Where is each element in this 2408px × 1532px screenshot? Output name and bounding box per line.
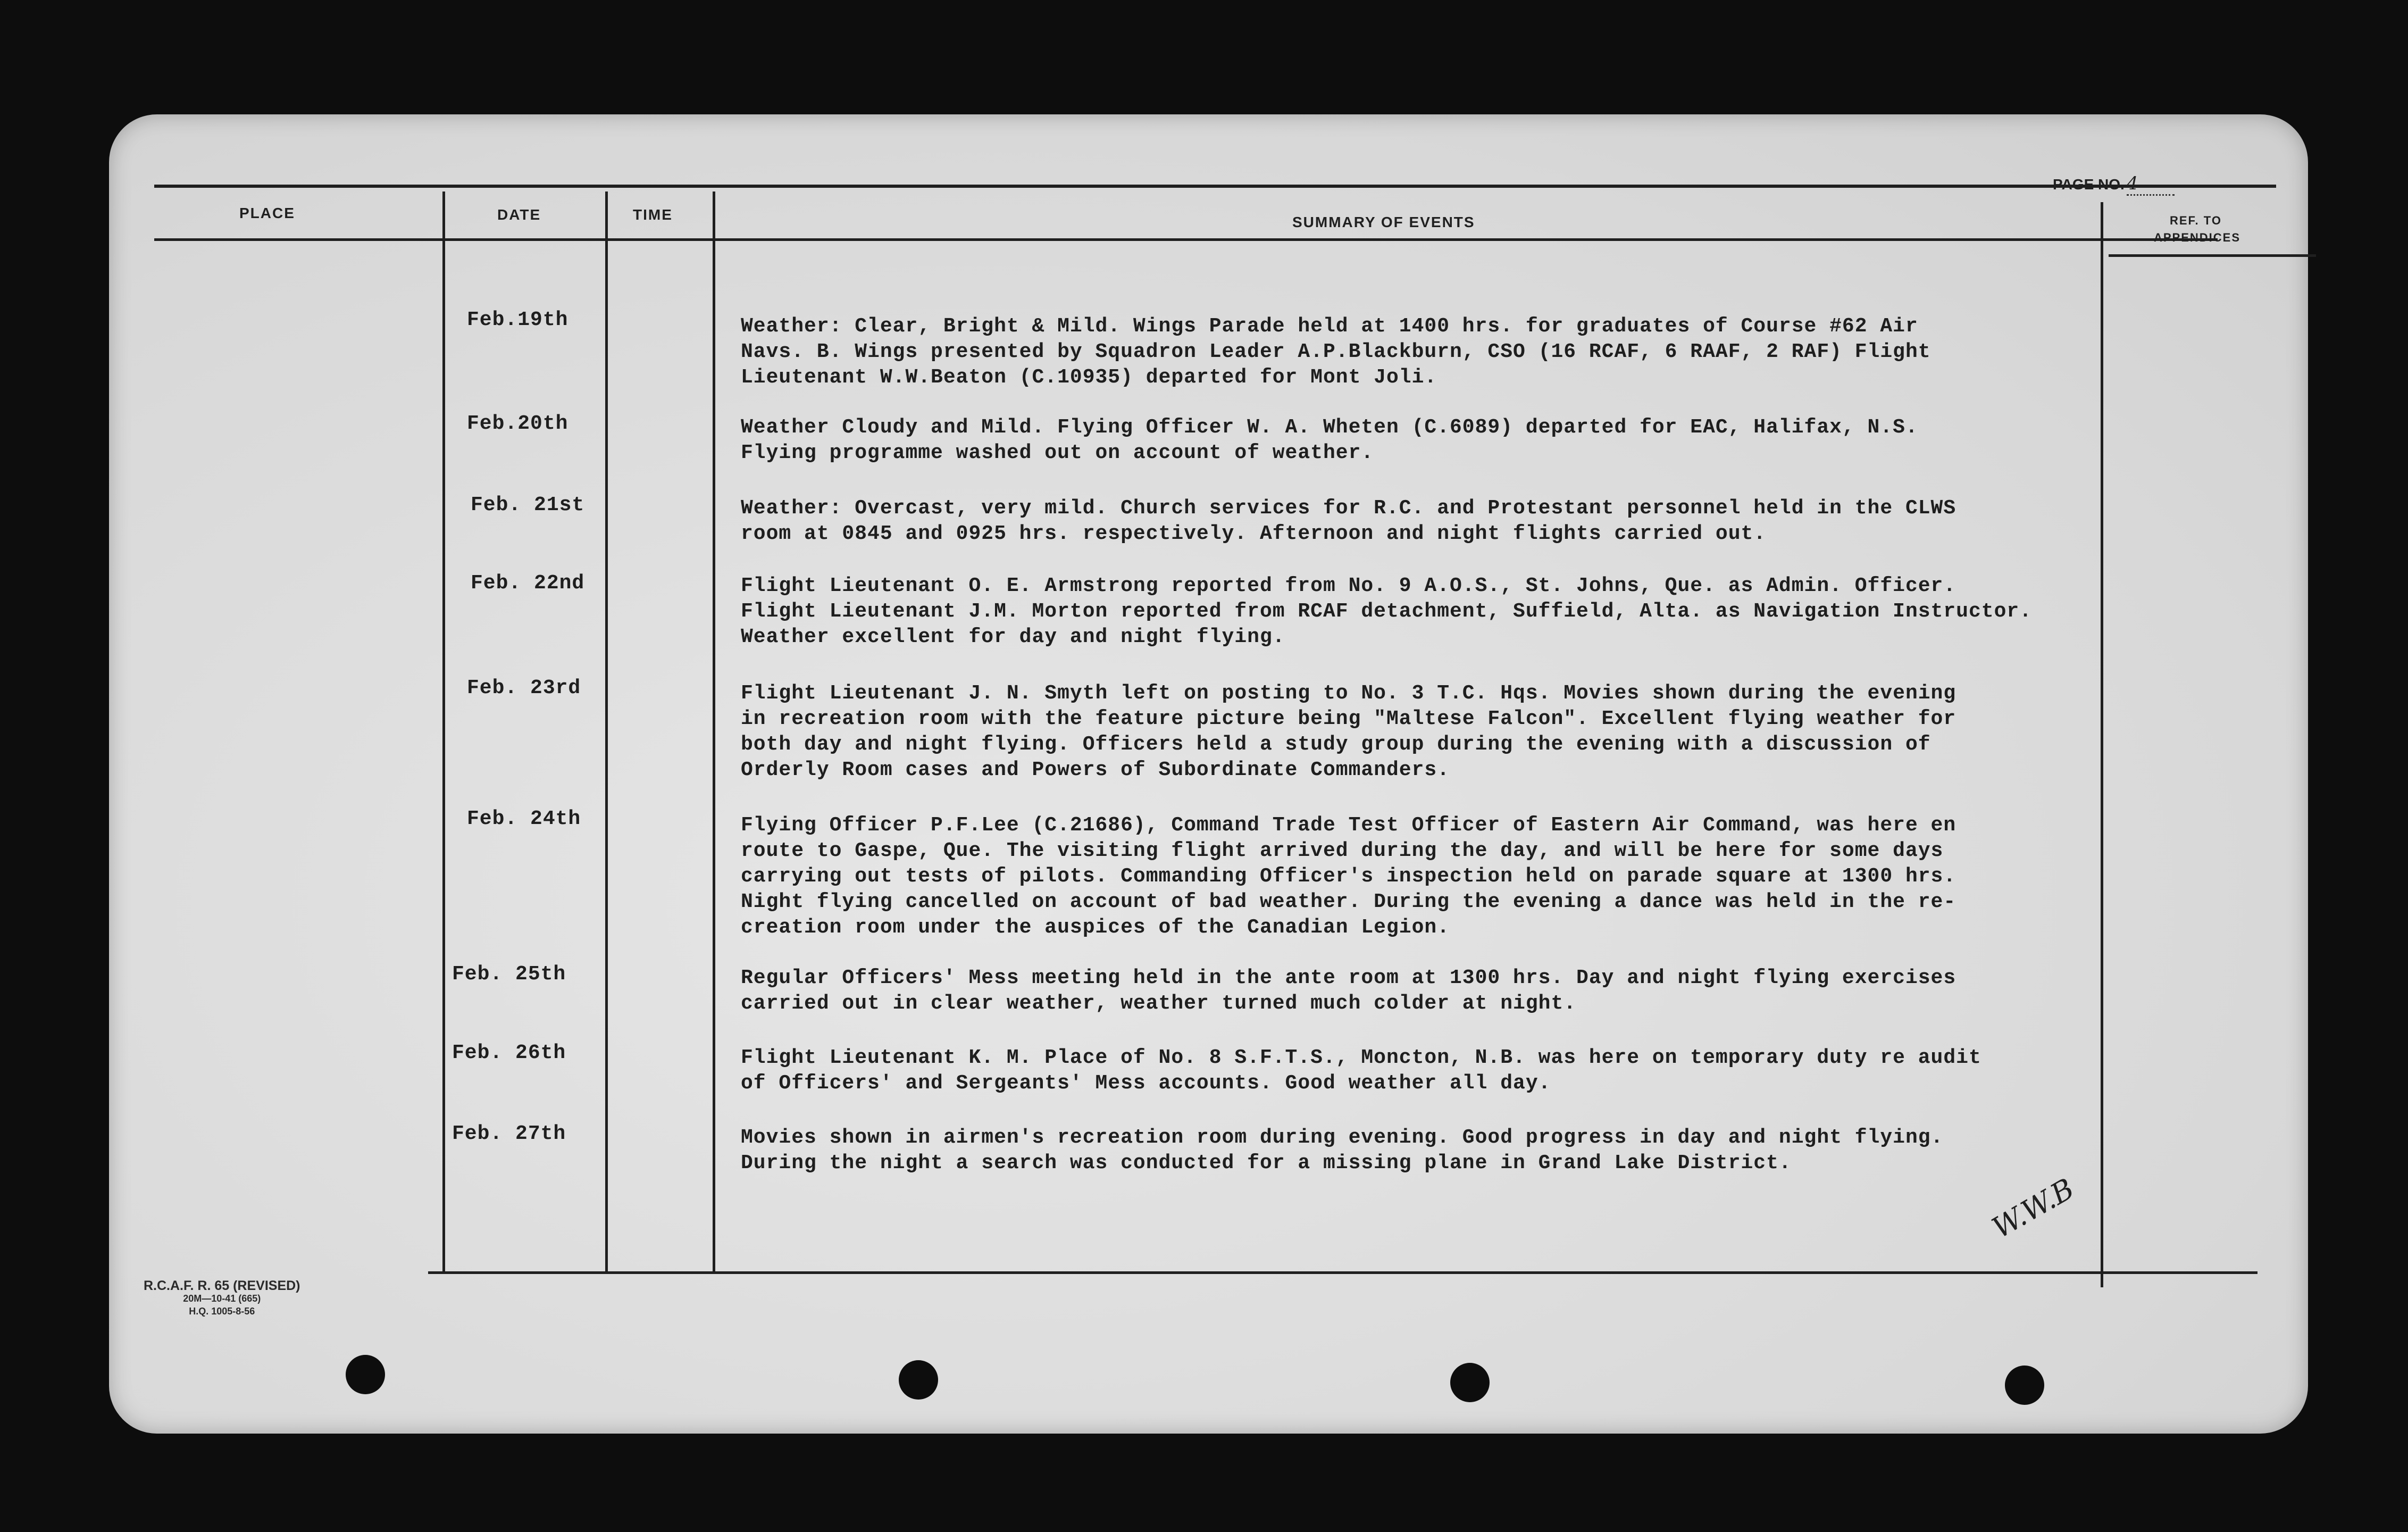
bottom-rule — [428, 1271, 2258, 1274]
summary-line: room at 0845 and 0925 hrs. respectively. Afternoon and night flights carried out. — [741, 522, 1767, 545]
page-number-value: 4 — [2127, 173, 2175, 196]
date-time-divider — [605, 192, 608, 1271]
punch-hole — [2005, 1366, 2044, 1405]
summary-line: Flight Lieutenant O. E. Armstrong reported from No. 9 A.O.S., St. Johns, Que. as Admin. Officer. — [741, 574, 1956, 597]
summary-line: Lieutenant W.W.Beaton (C.10935) departed for Mont Joli. — [741, 366, 1437, 389]
form-number — [144, 1279, 300, 1318]
entry-date: Feb. 25th — [452, 963, 566, 986]
entry-summary — [741, 314, 2102, 390]
punch-hole — [899, 1360, 938, 1400]
punch-hole — [346, 1355, 385, 1394]
form-number-line: R.C.A.F. R. 65 (REVISED) — [144, 1278, 300, 1293]
header-time: TIME — [633, 206, 673, 223]
header-date: DATE — [497, 206, 541, 223]
form-number-line: H.Q. 1005-8-56 — [189, 1306, 255, 1317]
entry-date: Feb. 22nd — [471, 572, 585, 595]
entry-date: Feb. 27th — [452, 1122, 566, 1145]
summary-line: Flight Lieutenant K. M. Place of No. 8 S.F.T.S., Moncton, N.B. was here on temporary duty re audit — [741, 1046, 1981, 1069]
entry-summary — [741, 681, 2102, 783]
handwritten-initials: W.W.B — [1986, 1171, 2080, 1245]
summary-line: route to Gaspe, Que. The visiting flight arrived during the day, and will be here for some days — [741, 839, 1944, 862]
summary-line: both day and night flying. Officers held a study group during the evening with a discussion of — [741, 733, 1931, 756]
summary-line: Orderly Room cases and Powers of Subordinate Commanders. — [741, 759, 1450, 781]
entry-summary — [741, 415, 2102, 466]
header-bottom-rule — [154, 238, 2218, 241]
summary-line: carried out in clear weather, weather turned much colder at night. — [741, 992, 1577, 1015]
top-rule — [154, 185, 2276, 188]
entry-date: Feb. 23rd — [467, 677, 581, 700]
time-summary-divider — [713, 192, 715, 1271]
summary-line: Weather Cloudy and Mild. Flying Officer W. A. Wheten (C.6089) departed for EAC, Halifax, N.S. — [741, 416, 1918, 439]
summary-line: creation room under the auspices of the Canadian Legion. — [741, 916, 1450, 939]
summary-line: Night flying cancelled on account of bad weather. During the evening a dance was held in the re- — [741, 890, 1956, 913]
header-ref-to: REF. TO — [2170, 214, 2222, 227]
entry-date: Feb.19th — [467, 309, 568, 331]
summary-line: Navs. B. Wings presented by Squadron Leader A.P.Blackburn, CSO (16 RCAF, 6 RAAF, 2 RAF) Flight — [741, 340, 1931, 363]
summary-line: Flight Lieutenant J. N. Smyth left on posting to No. 3 T.C. Hqs. Movies shown during the evening — [741, 682, 1956, 705]
ref-header-bottom-rule — [2109, 254, 2316, 257]
header-summary: SUMMARY OF EVENTS — [1292, 214, 1475, 230]
header-appendices: APPENDICES — [2154, 231, 2241, 244]
page-number-label: PAGE NO. — [2053, 176, 2125, 193]
entry-date: Feb. 24th — [467, 807, 581, 830]
summary-line: During the night a search was conducted for a missing plane in Grand Lake District. — [741, 1152, 1792, 1175]
summary-line: Weather: Clear, Bright & Mild. Wings Parade held at 1400 hrs. for graduates of Course #62 Air — [741, 315, 1918, 338]
page-number — [2053, 173, 2175, 196]
summary-line: Weather excellent for day and night flying. — [741, 626, 1285, 648]
summary-line: Movies shown in airmen's recreation room during evening. Good progress in day and night flying. — [741, 1126, 1944, 1149]
entry-date: Feb. 26th — [452, 1042, 566, 1064]
summary-line: Flying Officer P.F.Lee (C.21686), Command Trade Test Officer of Eastern Air Command, was here en — [741, 814, 1956, 837]
summary-line: carrying out tests of pilots. Commanding Officer's inspection held on parade square at 1300 hrs. — [741, 865, 1956, 888]
punch-hole — [1450, 1363, 1490, 1402]
summary-line: Regular Officers' Mess meeting held in the ante room at 1300 hrs. Day and night flying exercises — [741, 967, 1956, 989]
entry-summary — [741, 496, 2102, 547]
form-number-line: 20M—10-41 (665) — [183, 1293, 261, 1304]
place-date-divider — [442, 192, 445, 1271]
entry-summary — [741, 965, 2102, 1017]
entry-date: Feb. 21st — [471, 494, 585, 517]
entry-summary — [741, 813, 2102, 940]
summary-line: Weather: Overcast, very mild. Church services for R.C. and Protestant personnel held in the CLWS — [741, 497, 1956, 520]
summary-line: in recreation room with the feature picture being "Maltese Falcon". Excellent flying weather for — [741, 707, 1956, 730]
entry-date: Feb.20th — [467, 412, 568, 435]
summary-line: Flight Lieutenant J.M. Morton reported from RCAF detachment, Suffield, Alta. as Navigation Instructor. — [741, 600, 2032, 623]
entry-summary — [741, 1125, 2102, 1176]
header-place: PLACE — [239, 205, 295, 221]
entry-summary — [741, 573, 2102, 650]
entry-summary — [741, 1045, 2102, 1096]
summary-line: of Officers' and Sergeants' Mess accounts. Good weather all day. — [741, 1072, 1551, 1095]
summary-line: Flying programme washed out on account of weather. — [741, 442, 1374, 464]
